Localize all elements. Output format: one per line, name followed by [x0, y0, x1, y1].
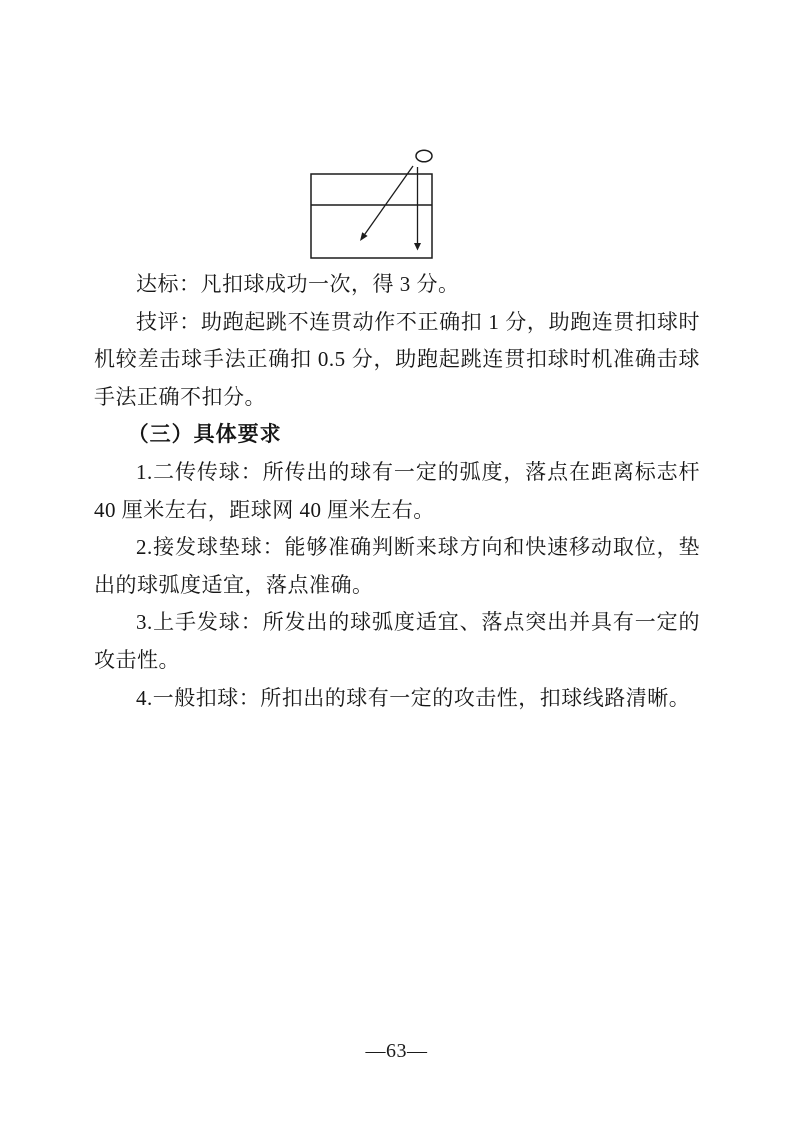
- court-outline-rect: [311, 174, 432, 258]
- paragraph-dabiao: 达标：凡扣球成功一次，得 3 分。: [136, 272, 460, 296]
- paragraph-item-1-erchuan: 1.二传传球：所传出的球有一定的弧度，落点在距离标志杆 40 厘米左右，距球网 40 厘米左右。: [94, 459, 700, 522]
- paragraph-item-3-shangshou: 3.上手发球：所发出的球弧度适宜、落点突出并具有一定的攻击性。: [94, 610, 700, 672]
- spike-path-diagonal-arrow-icon: [360, 166, 413, 241]
- page-number: —63—: [365, 1040, 428, 1062]
- section-heading-juti-yaoqiu: （三）具体要求: [127, 423, 282, 447]
- body-text-block: [94, 266, 700, 717]
- paragraph-item-4-yiban: 4.一般扣球：所扣出的球有一定的攻击性，扣球线路清晰。: [136, 685, 691, 710]
- paragraph-item-2-jiefaqiu: 2.接发球垫球：能够准确判断来球方向和快速移动取位，垫出的球弧度适宜，落点准确。: [94, 535, 700, 597]
- ball-circle-icon: [416, 150, 432, 162]
- paragraph-jiping: 技评：助跑起跳不连贯动作不正确扣 1 分，助跑连贯扣球时机较差击球手法正确扣 0.5 分，助跑起跳连贯扣球时机准确击球手法正确不扣分。: [94, 309, 700, 409]
- spike-path-vertical-arrow-icon: [414, 167, 421, 251]
- volleyball-spike-diagram-figure: [300, 143, 450, 268]
